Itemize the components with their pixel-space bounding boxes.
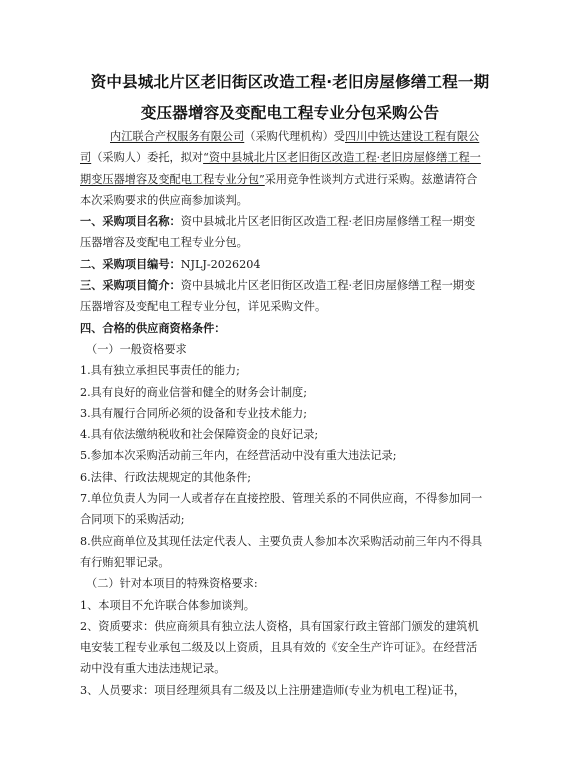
purchaser-name: 四川中铣达建设工程有限公司 <box>80 130 480 165</box>
intro-paragraph <box>80 126 485 211</box>
project-code-item <box>80 254 485 275</box>
special-item-3: 3、人员要求：项目经理须具有二级及以上注册建造师(专业为机电工程)证书， <box>80 683 466 697</box>
special-item-2: 2、资质要求：供应商须具有独立法人资格，具有国家行政主管部门颁发的建筑机电安装工程专业承包二级及以上资质，且具有效的《安全生产许可证》。在经营活动中没有重大违法违规记录。 <box>80 619 479 676</box>
general-item-8: 8.供应商单位及其现任法定代表人、主要负责人参加本次采购活动前三年内不得具有行贿犯罪记录。 <box>80 534 483 569</box>
general-item-7: 7.单位负责人为同一人或者存在直接控股、管理关系的不同供应商，不得参加同一合同项下的采购活动; <box>80 492 483 527</box>
general-item-2: 2.具有良好的商业信誉和健全的财务会计制度; <box>80 385 308 399</box>
document-body <box>80 126 485 701</box>
qualification-heading: 四、合格的供应商资格条件： <box>80 321 226 335</box>
project-brief-value: 资中县城北片区老旧街区改造工程·老旧房屋修缮工程一期变压器增容及变配电工程专业分包，详见采购文件。 <box>80 279 476 314</box>
project-name-value: 资中县城北片区老旧街区改造工程·老旧房屋修缮工程一期变压器增容及变配电工程专业分包。 <box>80 215 476 250</box>
agency-role: （采购代理机构）受 <box>244 130 345 143</box>
general-item-3: 3.具有履行合同所必须的设备和专业技术能力; <box>80 406 308 420</box>
special-requirements-heading: （二）针对本项目的特殊资格要求: <box>86 577 258 591</box>
project-quoted-name: “资中县城北片区老旧街区改造工程·老旧房屋修缮工程一期变压器增容及变配电工程专业分包” <box>80 151 481 186</box>
agency-name: 内江联合产权服务有限公司 <box>110 130 245 143</box>
purchaser-role: （采购人）委托，拟对 <box>91 151 204 165</box>
general-requirements-heading: （一）一般资格要求 <box>86 342 187 356</box>
general-item-6: 6.法律、行政法规规定的其他条件; <box>80 470 252 484</box>
project-brief-item <box>80 275 485 318</box>
project-code-label: 二、采购项目编号： <box>80 257 181 271</box>
general-item-4: 4.具有依法缴纳税收和社会保障资金的良好记录; <box>80 428 319 442</box>
document-title-line-2: 变压器增容及变配电工程专业分包采购公告 <box>140 104 440 122</box>
document-title-line-1: 资中县城北片区老旧街区改造工程·老旧房屋修缮工程一期 <box>90 73 490 91</box>
project-name-label: 一、采购项目名称： <box>80 215 181 229</box>
general-item-5: 5.参加本次采购活动前三年内，在经营活动中没有重大违法记录; <box>80 449 397 463</box>
procurement-method: 采用竞争性谈判方式进行采购。兹邀请符合本次采购要求的供应商参加谈判。 <box>80 172 478 207</box>
general-item-1: 1.具有独立承担民事责任的能力; <box>80 364 240 378</box>
project-brief-label: 三、采购项目简介： <box>80 279 181 293</box>
project-code-value: NJLJ-2026204 <box>180 257 261 271</box>
project-name-item <box>80 211 485 254</box>
special-item-1: 1、本项目不允许联合体参加谈判。 <box>80 598 255 612</box>
